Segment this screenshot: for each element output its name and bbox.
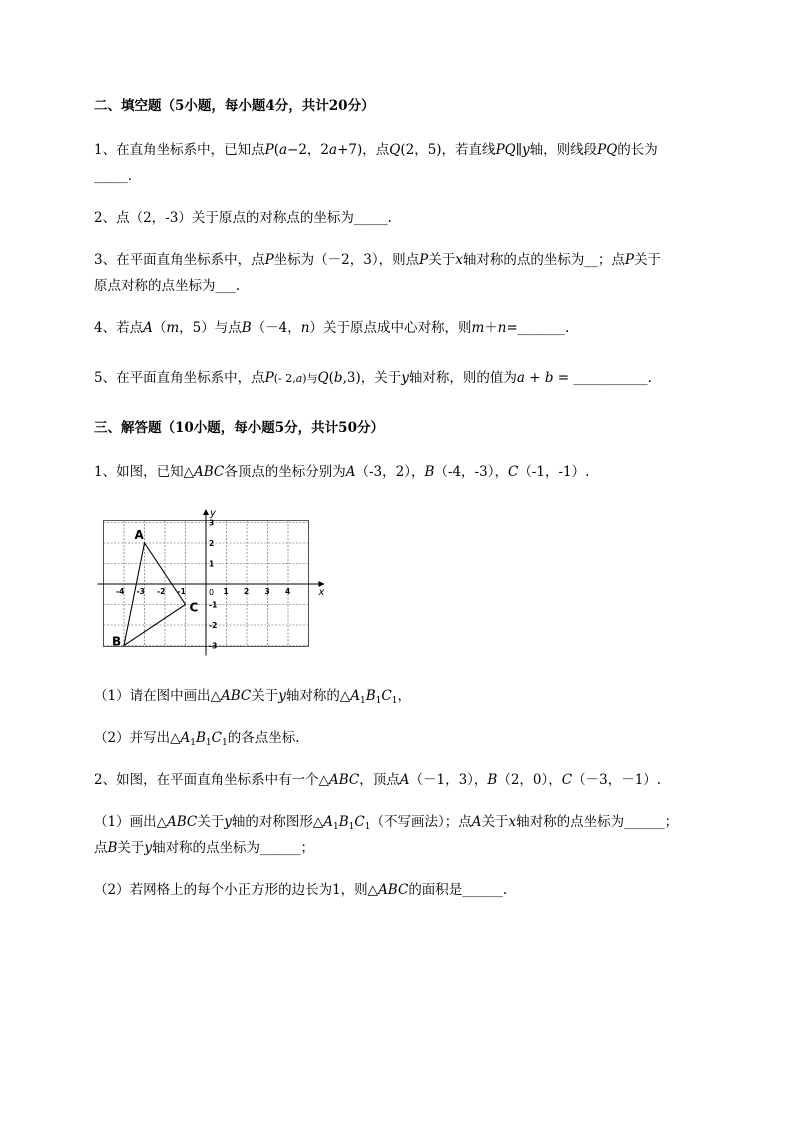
question-2-3-line2: 原点对称的点坐标为___. <box>94 278 241 294</box>
question-2-1-line2: _____. <box>94 168 133 184</box>
question-2-5: 5、在平面直角坐标系中，点P(- 2,a)与Q(b,3)，关于y轴对称，则的值为a + b = ___________. <box>94 370 652 386</box>
x-tick-label: -1 <box>177 587 186 596</box>
vertex-label-c: C <box>189 600 199 615</box>
y-tick-label: -3 <box>209 641 218 651</box>
question-3-2-part2: （2）若网格上的每个小正方形的边长为1，则△ABC的面积是______. <box>94 882 508 898</box>
x-tick-label: 1 <box>223 587 229 596</box>
y-tick-label: 2 <box>209 539 215 548</box>
question-3-2-part1-line2: 点B关于y轴对称的点坐标为______； <box>94 840 315 856</box>
x-tick-label: -4 <box>116 587 125 596</box>
coordinate-grid-svg <box>92 508 324 658</box>
x-tick-label: -2 <box>157 587 166 596</box>
question-2-3: 3、在平面直角坐标系中，点P坐标为（－2，3），则点P关于x轴对称的点的坐标为__；点P关于 <box>94 252 661 268</box>
triangle-abc <box>124 543 186 646</box>
question-3-2: 2、如图，在平面直角坐标系中有一个△ABC，顶点A（－1，3），B（2，0），C（－3，－1）. <box>94 772 662 788</box>
coordinate-grid-figure <box>92 508 324 658</box>
question-2-1: 1、在直角坐标系中，已知点P(a−2，2a+7)，点Q(2，5)，若直线PQ∥y轴，则线段PQ的长为 <box>94 142 658 158</box>
x-axis-label: x <box>318 587 324 598</box>
origin-label: 0 <box>209 588 215 597</box>
vertex-label-a: A <box>134 528 144 542</box>
question-3-2-part1: （1）画出△ABC关于y轴的对称图形$\triangle A_1B_1C_1$（不写画法）；点A关于x轴对称的点坐标为______； <box>94 814 679 832</box>
question-3-1-part2: （2）并写出$\triangle A_1B_1C_1$的各点坐标. <box>94 730 300 748</box>
y-tick-label: -2 <box>209 621 218 630</box>
section-heading-solution: 三、解答题（10小题，每小题5分，共计50分） <box>94 420 384 436</box>
question-2-2: 2、点（2，-3）关于原点的对称点的坐标为_____. <box>94 210 392 226</box>
y-axis-arrow <box>203 509 209 515</box>
question-3-1: 1、如图，已知△ABC各顶点的坐标分别为A（-3，2），B（-4，-3），C（-1，-1）. <box>94 464 590 480</box>
x-tick-label: 3 <box>264 587 270 596</box>
x-tick-label: 4 <box>285 587 291 596</box>
question-3-1-part1: （1）请在图中画出△ABC关于y轴对称的$\triangle A_1B_1C_1$， <box>94 688 411 706</box>
vertex-label-b: B <box>112 634 122 649</box>
y-tick-label: 3 <box>209 518 215 528</box>
section-heading-fill-in: 二、填空题（5小题，每小题4分，共计20分） <box>94 98 375 114</box>
y-axis-label: y <box>210 508 216 519</box>
y-tick-label: 1 <box>209 559 215 569</box>
x-tick-label: 2 <box>244 587 250 596</box>
y-tick-label: -1 <box>209 600 218 610</box>
question-2-4: 4、若点A（m，5）与点B（－4，n）关于原点成中心对称，则m＋n=_______. <box>94 320 570 336</box>
x-tick-label: -3 <box>136 587 145 596</box>
